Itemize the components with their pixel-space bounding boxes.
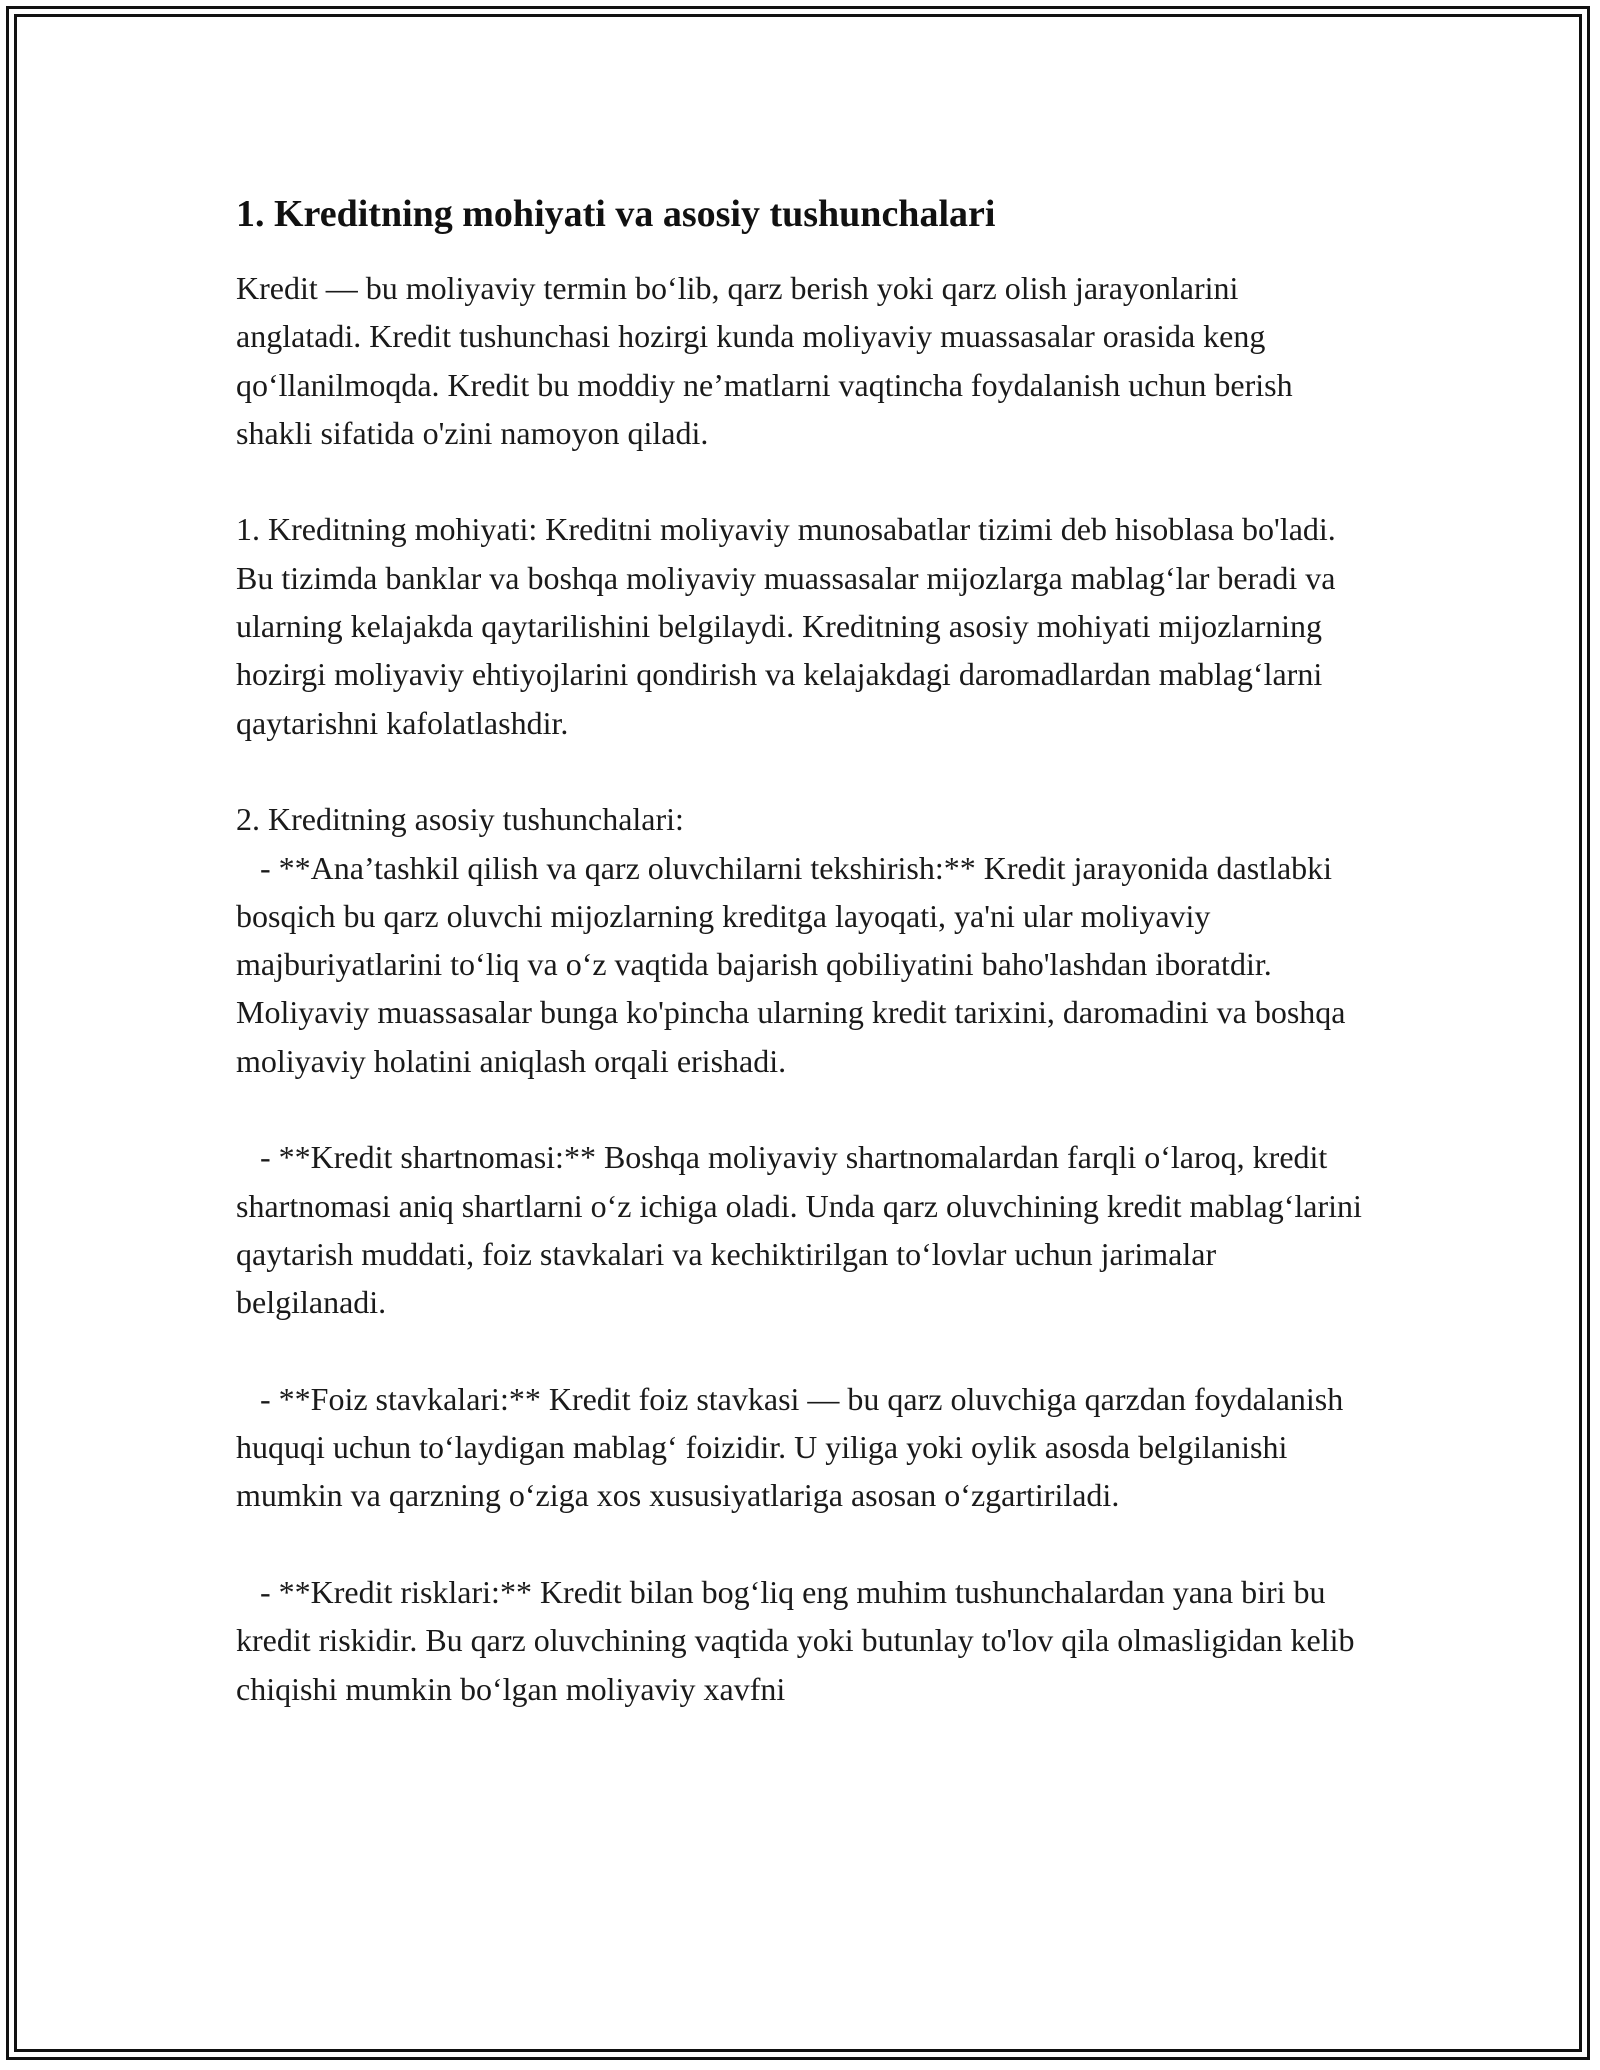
paragraph-gap — [236, 1085, 1366, 1133]
document-body — [236, 188, 1370, 1713]
paragraph-credit-risks: - **Kredit risklari:** Kredit bilan bog‘liq eng muhim tushunchalardan yana biri bu kredit riskidir. Bu qarz oluvchining vaqtida yoki butunlay to'lov qila olmasligidan kelib chiqishi mumkin bo‘lgan moliyaviy xavfni — [236, 1574, 1363, 1707]
paragraph-gap — [236, 1520, 1366, 1568]
paragraph-contract: - **Kredit shartnomasi:** Boshqa moliyaviy shartnomalardan farqli o‘laroq, kredit shartnomasi aniq shartlarni o‘z ichiga oladi. Unda qarz oluvchining kredit mablag‘larini qaytarish muddati, foiz stavkalari va kechiktirilgan to‘lovlar uchun jarimalar belgilanadi. — [236, 1139, 1370, 1321]
paragraph-gap — [236, 747, 1366, 795]
paragraph-essence: 1. Kreditning mohiyati: Kreditni moliyaviy munosabatlar tizimi deb hisoblasa bo'ladi. Bu tizimda banklar va boshqa moliyaviy muassasalar mijozlarga mablag‘lar beradi va ularning kelajakda qaytarilishini belgilaydi. Kreditning asosiy mohiyati mijozlarning hozirgi moliyaviy ehtiyojlarini qondirish va kelajakdagi daromadlardan mablag‘larni qaytarishni kafolatlashdir. — [236, 511, 1344, 741]
paragraph-gap — [236, 1327, 1366, 1375]
paragraph-concepts: 2. Kreditning asosiy tushunchalari: - **Ana’tashkil qilish va qarz oluvchilarni tekshirish:** Kredit jarayonida dastlabki bosqich bu qarz oluvchi mijozlarning kreditga layoqati, ya'ni ular moliyaviy majburiyatlarini to‘liq va o‘z vaqtida bajarish qobiliyatini baho'lashdan iboratdir. Moliyaviy muassasalar bunga ko'pincha ularning kredit tarixini, daromadini va boshqa moliyaviy holatini aniqlash orqali erishadi. — [236, 801, 1346, 1079]
paragraph-intro: Kredit — bu moliyaviy termin bo‘lib, qarz berish yoki qarz olish jarayonlarini anglatadi. Kredit tushunchasi hozirgi kunda moliyaviy muassasalar orasida keng qo‘llanilmoqda. Kredit bu moddiy ne’matlarni vaqtincha foydalanish uchun berish shakli sifatida o'zini namoyon qiladi. — [236, 270, 1301, 451]
document-title: 1. Kreditning mohiyati va asosiy tushunchalari — [236, 193, 996, 235]
paragraph-gap — [236, 457, 1366, 505]
paragraph-interest-rates: - **Foiz stavkalari:** Kredit foiz stavkasi — bu qarz oluvchiga qarzdan foydalanish huquqi uchun to‘laydigan mablag‘ foizidir. U yiliga yoki oylik asosda belgilanishi mumkin va qarzning o‘ziga xos xususiyatlariga asosan o‘zgartiriladi. — [236, 1380, 1352, 1514]
